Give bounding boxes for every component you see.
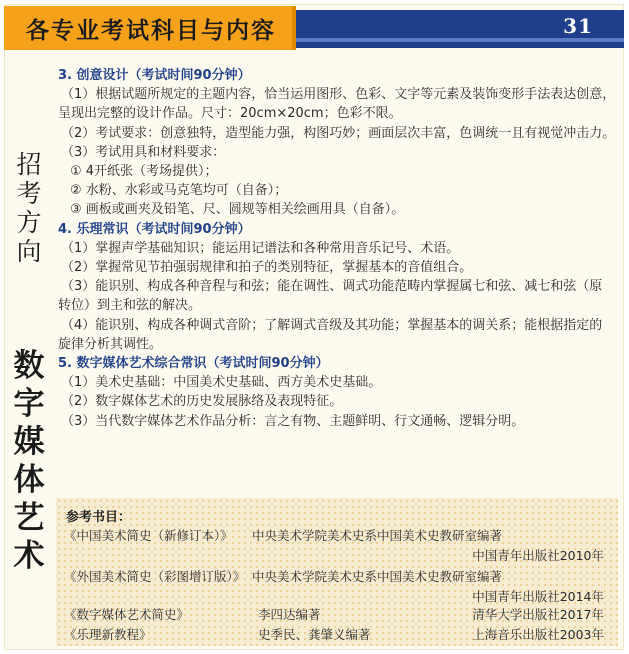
section-text: 呈现出完整的设计作品。尺寸：20cm×20cm；色彩不限。 xyxy=(58,106,402,122)
reference-publisher: 中国青年出版社2010年 xyxy=(472,548,604,563)
reference-publisher: 上海音乐出版社2003年 xyxy=(472,627,604,642)
reference-author: 中央美术学院美术史系中国美术史教研室编著 xyxy=(252,528,503,543)
section-heading: 4. 乐理常识（考试时间90分钟） xyxy=(58,221,251,237)
section-text: （3）当代数字媒体艺术作品分析：言之有物、主题鲜明、行文通畅、逻辑分明。 xyxy=(61,413,525,429)
section-text: （1）美术史基础：中国美术史基础、西方美术史基础。 xyxy=(61,375,382,391)
reference-author: 史季民、龚肇义编著 xyxy=(258,627,371,642)
section-text: ② 水粉、水彩或马克笔均可（自备）； xyxy=(70,183,288,199)
section-text: （1）掌握声学基础知识；能运用记谱法和各种常用音乐记号、术语。 xyxy=(61,240,460,256)
sidebar-char: 方 xyxy=(16,208,42,237)
section-text: （3）考试用具和材料要求： xyxy=(61,144,226,160)
section-heading: 5. 数字媒体艺术综合常识（考试时间90分钟） xyxy=(58,356,329,372)
reference-author: 中央美术学院美术史系中国美术史教研室编著 xyxy=(252,569,503,584)
section-text: （3）能识别、构成各种音程与和弦；能在调性、调式功能范畴内掌握属七和弦、减七和弦（原 xyxy=(61,279,603,295)
sidebar-char: 体 xyxy=(13,462,45,498)
sidebar-char: 数 xyxy=(13,348,45,384)
sidebar-char: 媒 xyxy=(13,424,45,460)
references-heading: 参考书目： xyxy=(66,510,132,525)
sidebar-char: 考 xyxy=(16,179,42,208)
sidebar-char: 招 xyxy=(16,150,42,179)
title-box xyxy=(4,6,296,50)
page-title: 各专业考试科目与内容 xyxy=(26,18,276,44)
section-text: 旋律分析其调性。 xyxy=(58,336,163,352)
section-text: ① 4开纸张（考场提供）； xyxy=(70,164,218,180)
page-number: 31 xyxy=(563,14,593,38)
section-text: （2）掌握常见节拍强弱规律和拍子的类别特征，掌握基本的音值组合。 xyxy=(61,260,473,276)
section-heading: 3. 创意设计（考试时间90分钟） xyxy=(58,68,251,83)
section-text: ③ 画板或画夹及铅笔、尺、圆规等相关绘画用具（自备）。 xyxy=(70,202,405,218)
sidebar-char: 向 xyxy=(16,237,42,266)
section-text: 转位）到主和弦的解决。 xyxy=(58,298,202,314)
reference-author: 李四达编著 xyxy=(258,607,321,622)
sidebar-label-bottom xyxy=(12,347,46,575)
sidebar-char: 字 xyxy=(13,386,45,422)
reference-title: 《外国美术简史（彩图增订版）》 xyxy=(64,569,246,584)
section-text: （1）根据试题所规定的主题内容，恰当运用图形、色彩、文字等元素及装饰变形手法表达创意， xyxy=(61,87,616,103)
reference-publisher: 中国青年出版社2014年 xyxy=(472,589,604,604)
section-text: （4）能识别、构成各种调式音阶；了解调式音级及其功能；掌握基本的调关系；能根据指定的 xyxy=(61,317,603,333)
reference-publisher: 清华大学出版社2017年 xyxy=(472,607,604,622)
reference-title: 《乐理新教程》 xyxy=(64,627,152,642)
reference-title: 《中国美术简史（新修订本）》 xyxy=(64,528,233,543)
section-text: （2）考试要求：创意独特，造型能力强，构图巧妙；画面层次丰富，色调统一且有视觉冲击力。 xyxy=(61,125,616,141)
sidebar-label-top xyxy=(12,150,46,266)
sidebar-char: 术 xyxy=(13,538,45,574)
sidebar-char: 艺 xyxy=(13,500,45,536)
reference-title: 《数字媒体艺术简史》 xyxy=(64,607,190,622)
section-text: （2）数字媒体艺术的历史发展脉络及表现特征。 xyxy=(61,394,343,410)
content-body xyxy=(58,66,618,431)
references-box xyxy=(56,498,618,646)
